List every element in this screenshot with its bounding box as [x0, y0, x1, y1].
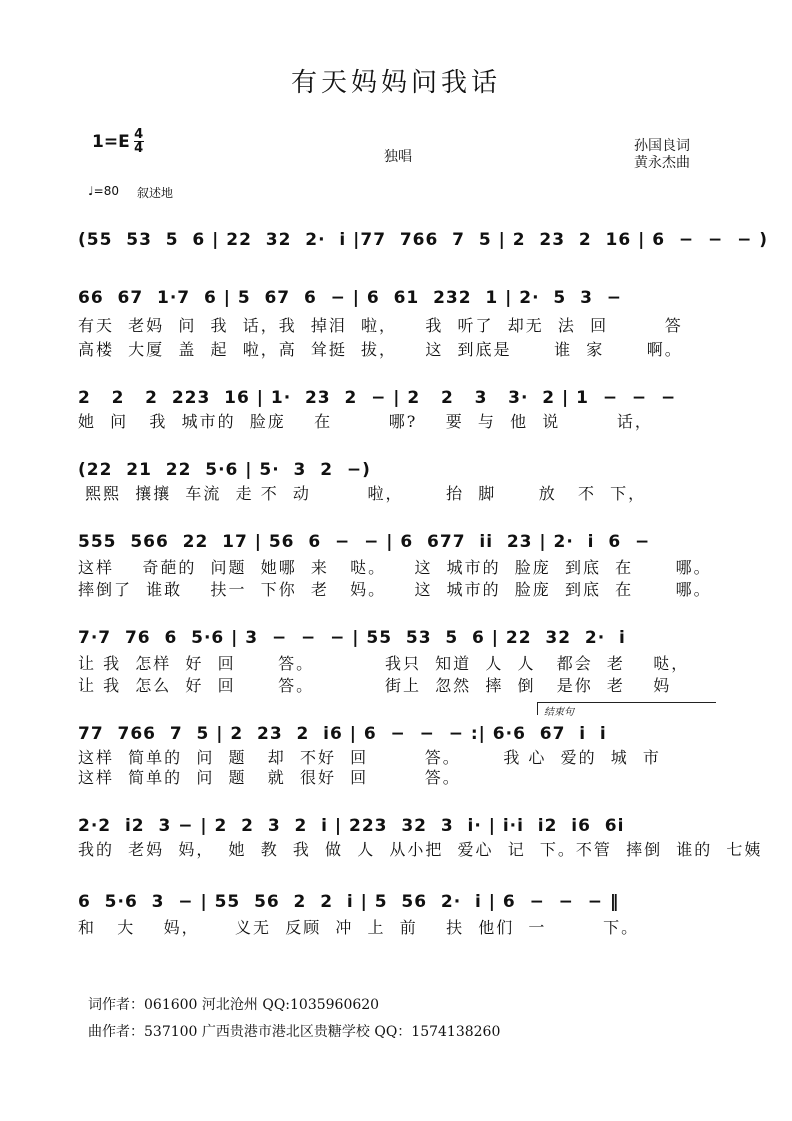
lyric-line: 这样 简单的 问 题 就 很好 回 答。: [78, 768, 461, 787]
notation-line: 2·2 i2 3 − | 2 2 3 2 i | 223 32 3 i· | i·i i2 i6 6i: [78, 816, 625, 836]
lyric-line: 让 我 怎样 好 回 答。 我只 知道 人 人 都会 老 哒，: [78, 654, 690, 673]
notation-line: 2 2 2 223 16 | 1· 23 2 − | 2 2 3 3· 2 | 1 − − −: [78, 388, 677, 408]
time-signature: [134, 128, 144, 155]
notation-line: 6 5·6 3 − | 55 56 2 2 i | 5 56 2· i | 6 − − − ‖: [78, 892, 620, 912]
lyric-line: 她 问 我 城市的 脸庞 在 哪? 要 与 他 说 话，: [78, 412, 653, 431]
time-top: 4: [134, 127, 144, 142]
notation-line: 77 766 7 5 | 2 23 2 i6 | 6 − − − :| 6·6 67 i i: [78, 724, 607, 744]
lyric-line: 这样 简单的 问 题 却 不好 回 答。 我 心 爱的 城 市: [78, 748, 661, 767]
lyric-line: 这样 奇葩的 问题 她哪 来 哒。 这 城市的 脸庞 到底 在 哪。: [78, 558, 712, 577]
footer-lyricist-info: 词作者：061600 河北沧州 QQ:1035960620: [88, 997, 380, 1013]
key-prefix: 1=E: [92, 131, 130, 152]
composer: 黄永杰曲: [634, 155, 690, 171]
performance-type: 独唱: [384, 149, 412, 165]
lyric-line: 熙熙 攘攘 车流 走 不 动 啦， 抬 脚 放 不 下，: [78, 484, 647, 503]
notation-line: (22 21 22 5·6 | 5· 3 2 −): [78, 460, 371, 480]
ending-bracket: 结束句: [537, 702, 716, 715]
lyric-line: 摔倒了 谁敢 扶一 下你 老 妈。 这 城市的 脸庞 到底 在 哪。: [78, 580, 712, 599]
lyric-line: 高楼 大厦 盖 起 啦，高 耸挺 拔， 这 到底是 谁 家 啊。: [78, 340, 683, 359]
tempo-value: ♩=80: [88, 184, 119, 198]
notation-line: 66 67 1·7 6 | 5 67 6 − | 6 61 232 1 | 2· 5 3 −: [78, 288, 622, 308]
notation-line: (55 53 5 6 | 22 32 2· i |77 766 7 5 | 2 23 2 16 | 6 − − − ): [78, 230, 769, 250]
lyric-line: 我的 老妈 妈， 她 教 我 做 人 从小把 爱心 记 下。不管 摔倒 谁的 七姨: [78, 840, 763, 859]
footer-composer-info: 曲作者：537100 广西贵港市港北区贵糖学校 QQ：1574138260: [88, 1024, 501, 1040]
key-signature: [92, 128, 144, 155]
lyric-line: 让 我 怎么 好 回 答。 街上 忽然 摔 倒 是你 老 妈: [78, 676, 672, 695]
lyricist: 孙国良词: [634, 138, 690, 154]
tempo-expression: 叙述地: [136, 186, 173, 200]
notation-line: 555 566 22 17 | 56 6 − − | 6 677 ii 23 | 2· i 6 −: [78, 532, 651, 552]
lyric-line: 有天 老妈 问 我 话，我 掉泪 啦， 我 听了 却无 法 回 答: [78, 316, 683, 335]
tempo-marking: [88, 184, 173, 201]
notation-line: 7·7 76 6 5·6 | 3 − − − | 55 53 5 6 | 22 32 2· i: [78, 628, 626, 648]
credits: [634, 138, 690, 172]
lyric-line: 和 大 妈， 义无 反顾 冲 上 前 扶 他们 一 下。: [78, 918, 640, 937]
song-title: 有天妈妈问我话: [290, 68, 501, 98]
time-bottom: 4: [134, 141, 144, 156]
